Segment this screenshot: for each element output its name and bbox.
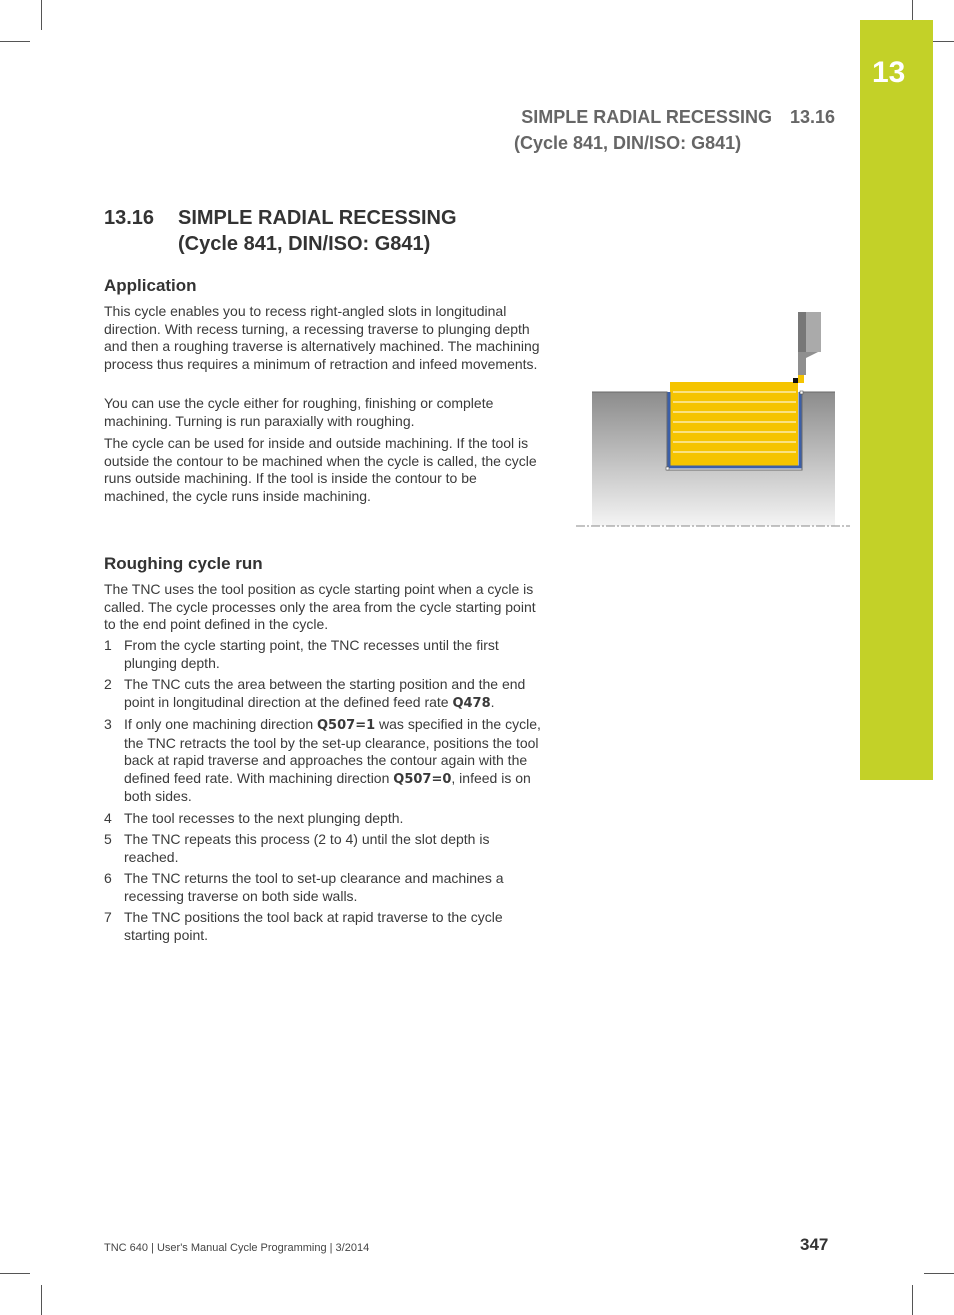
step-text: From the cycle starting point, the TNC recesses until the first plunging depth. xyxy=(124,637,499,671)
roughing-heading: Roughing cycle run xyxy=(104,554,263,573)
list-item xyxy=(104,909,544,944)
chapter-tab-number: 13 xyxy=(872,56,906,89)
running-head-section-number: 13.16 xyxy=(789,107,835,127)
chapter-tab xyxy=(860,20,933,780)
slot-area xyxy=(670,382,798,467)
roughing-intro: The TNC uses the tool position as cycle starting point when a cycle is called. The cycle processes only the area from the cycle starting point to the end point defined in the cycle. xyxy=(104,581,536,632)
crop-mark xyxy=(0,1273,30,1274)
section-number: 13.16 xyxy=(104,207,155,229)
application-paragraph-3: The cycle can be used for inside and outside machining. If the tool is outside the contour to be machined when the cycle is called, the cycle runs outside machining. If the tool is inside the contour to be machined, the cycle runs inside machining. xyxy=(104,435,537,504)
application-heading: Application xyxy=(104,276,197,295)
footer-text: TNC 640 | User's Manual Cycle Programming | 3/2014 xyxy=(104,1242,370,1254)
crop-mark xyxy=(41,1285,42,1315)
running-head xyxy=(440,104,835,156)
step-text: The TNC positions the tool back at rapid traverse to the cycle starting point. xyxy=(124,909,503,943)
step-text: The TNC cuts the area between the starting position and the end point in longitudinal direction at the defined feed rate Q478. xyxy=(124,676,526,711)
param-q478: Q478 xyxy=(452,695,491,711)
crop-mark xyxy=(924,1273,954,1274)
end-point-marker xyxy=(800,391,803,394)
recessing-tool xyxy=(798,312,821,383)
section-title-line2: (Cycle 841, DIN/ISO: G841) xyxy=(178,233,431,255)
running-head-subtitle: (Cycle 841, DIN/ISO: G841) xyxy=(514,133,742,153)
step-text: The tool recesses to the next plunging depth. xyxy=(124,809,404,826)
roughing-steps-list xyxy=(104,637,544,948)
step-number: 7 xyxy=(104,909,112,925)
list-item xyxy=(104,810,544,828)
step-number: 3 xyxy=(104,716,112,732)
list-item xyxy=(104,831,544,866)
step-number: 5 xyxy=(104,831,112,847)
step-number: 6 xyxy=(104,870,112,886)
step-text: The TNC returns the tool to set-up clearance and machines a recessing traverse on both side walls. xyxy=(124,870,504,904)
list-item xyxy=(104,637,544,672)
list-item xyxy=(104,870,544,905)
application-paragraph-1: This cycle enables you to recess right-angled slots in longitudinal direction. With recess turning, a recessing traverse to plunging depth and then a roughing traverse is alternatively machined. The machining process thus requires a minimum of retraction and infeed movements. xyxy=(104,303,540,372)
running-head-title: SIMPLE RADIAL RECESSING xyxy=(521,107,772,127)
param-q507-1: Q507=1 xyxy=(317,718,376,733)
section-title xyxy=(104,205,457,257)
step-text: If only one machining direction Q507=1 was specified in the cycle, the TNC retracts the tool by the set-up clearance, positions the tool back at rapid traverse and approaches the contour again with the defined feed rate. With machining direction Q507=0, infeed is on both sides. xyxy=(124,716,541,804)
step-number: 2 xyxy=(104,676,112,692)
tool-reference-point xyxy=(793,378,798,383)
page-number: 347 xyxy=(800,1235,829,1254)
crop-mark xyxy=(0,41,30,42)
crop-mark xyxy=(41,0,42,30)
step-number: 1 xyxy=(104,637,112,653)
application-paragraph-2: You can use the cycle either for roughing, finishing or complete machining. Turning is run paraxially with roughing. xyxy=(104,395,494,429)
step-number: 4 xyxy=(104,809,112,826)
start-point-marker xyxy=(666,467,669,470)
step-text: The TNC repeats this process (2 to 4) until the slot depth is reached. xyxy=(124,831,490,865)
list-item xyxy=(104,676,544,712)
section-title-line1: SIMPLE RADIAL RECESSING xyxy=(178,207,457,229)
param-q507-0: Q507=0 xyxy=(393,771,452,787)
crop-mark xyxy=(912,1285,913,1315)
recessing-diagram xyxy=(570,305,852,530)
crop-mark xyxy=(912,0,913,20)
list-item xyxy=(104,716,544,806)
